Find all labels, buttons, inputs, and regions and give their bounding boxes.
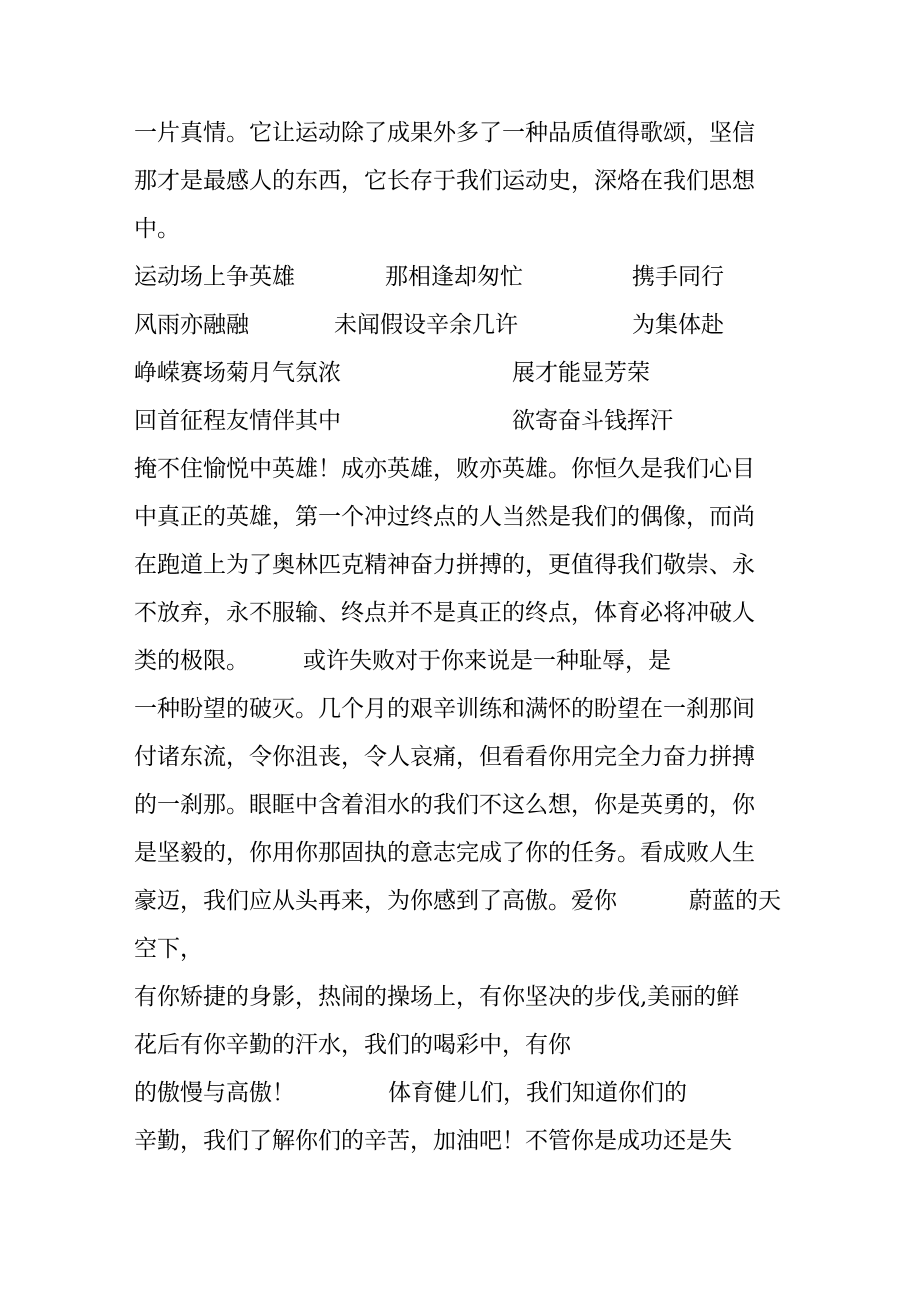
text-line: 或许失败对于你来说是一种耻辱，是 — [303, 648, 671, 674]
poem-line-2c: 为集体赴 — [632, 312, 724, 338]
text-line: 蔚蓝的天 — [689, 888, 781, 914]
text-line: 是坚毅的，你用你那固执的意志完成了你的任务。看成败人生 — [134, 840, 755, 866]
text-line: 掩不住愉悦中英雄！成亦英雄，败亦英雄。你恒久是我们心目 — [134, 456, 755, 482]
text-line: 不放弃，永不服输、终点并不是真正的终点，体育必将冲破人 — [134, 600, 755, 626]
poem-line-2b: 未闻假设辛余几许 — [334, 312, 518, 338]
text-line: 一种盼望的破灭。几个月的艰辛训练和满怀的盼望在一刹那间 — [134, 696, 755, 722]
text-line: 空下， — [134, 936, 203, 962]
poem-line-4a: 回首征程友情伴其中 — [134, 408, 341, 434]
text-line: 中真正的英雄，第一个冲过终点的人当然是我们的偶像，而尚 — [134, 504, 755, 530]
poem-line-1c: 携手同行 — [632, 264, 724, 290]
text-line: 在跑道上为了奥林匹克精神奋力拼搏的，更值得我们敬崇、永 — [134, 552, 755, 578]
text-line: 豪迈，我们应从头再来，为你感到了高傲。爱你 — [134, 888, 617, 914]
poem-line-2a: 风雨亦融融 — [134, 312, 249, 338]
poem-line-1a: 运动场上争英雄 — [134, 264, 295, 290]
text-line: 花后有你辛勤的汗水，我们的喝彩中，有你 — [134, 1032, 571, 1058]
text-line: 有你矫捷的身影，热闹的操场上，有你坚决的步伐,美丽的鲜 — [134, 984, 740, 1010]
poem-line-4b: 欲寄奋斗钱挥汗 — [512, 408, 673, 434]
text-line: 类的极限。 — [134, 648, 249, 674]
text-line: 的一刹那。眼眶中含着泪水的我们不这么想，你是英勇的，你 — [134, 792, 755, 818]
text-line: 体育健儿们，我们知道你们的 — [388, 1080, 687, 1106]
text-line: 付诸东流，令你沮丧，令人哀痛，但看看你用完全力奋力拼搏 — [134, 744, 755, 770]
text-line: 那才是最感人的东西，它长存于我们运动史，深烙在我们思想 — [134, 168, 755, 194]
poem-line-1b: 那相逢却匆忙 — [385, 264, 523, 290]
text-line: 中。 — [134, 216, 180, 242]
poem-line-3b: 展才能显芳荣 — [512, 360, 650, 386]
text-line: 一片真情。它让运动除了成果外多了一种品质值得歌颂，坚信 — [134, 120, 755, 146]
poem-line-3a: 峥嵘赛场菊月气氛浓 — [134, 360, 341, 386]
text-line: 辛勤，我们了解你们的辛苦，加油吧！不管你是成功还是失 — [134, 1128, 732, 1154]
text-line: 的傲慢与高傲！ — [134, 1080, 295, 1106]
